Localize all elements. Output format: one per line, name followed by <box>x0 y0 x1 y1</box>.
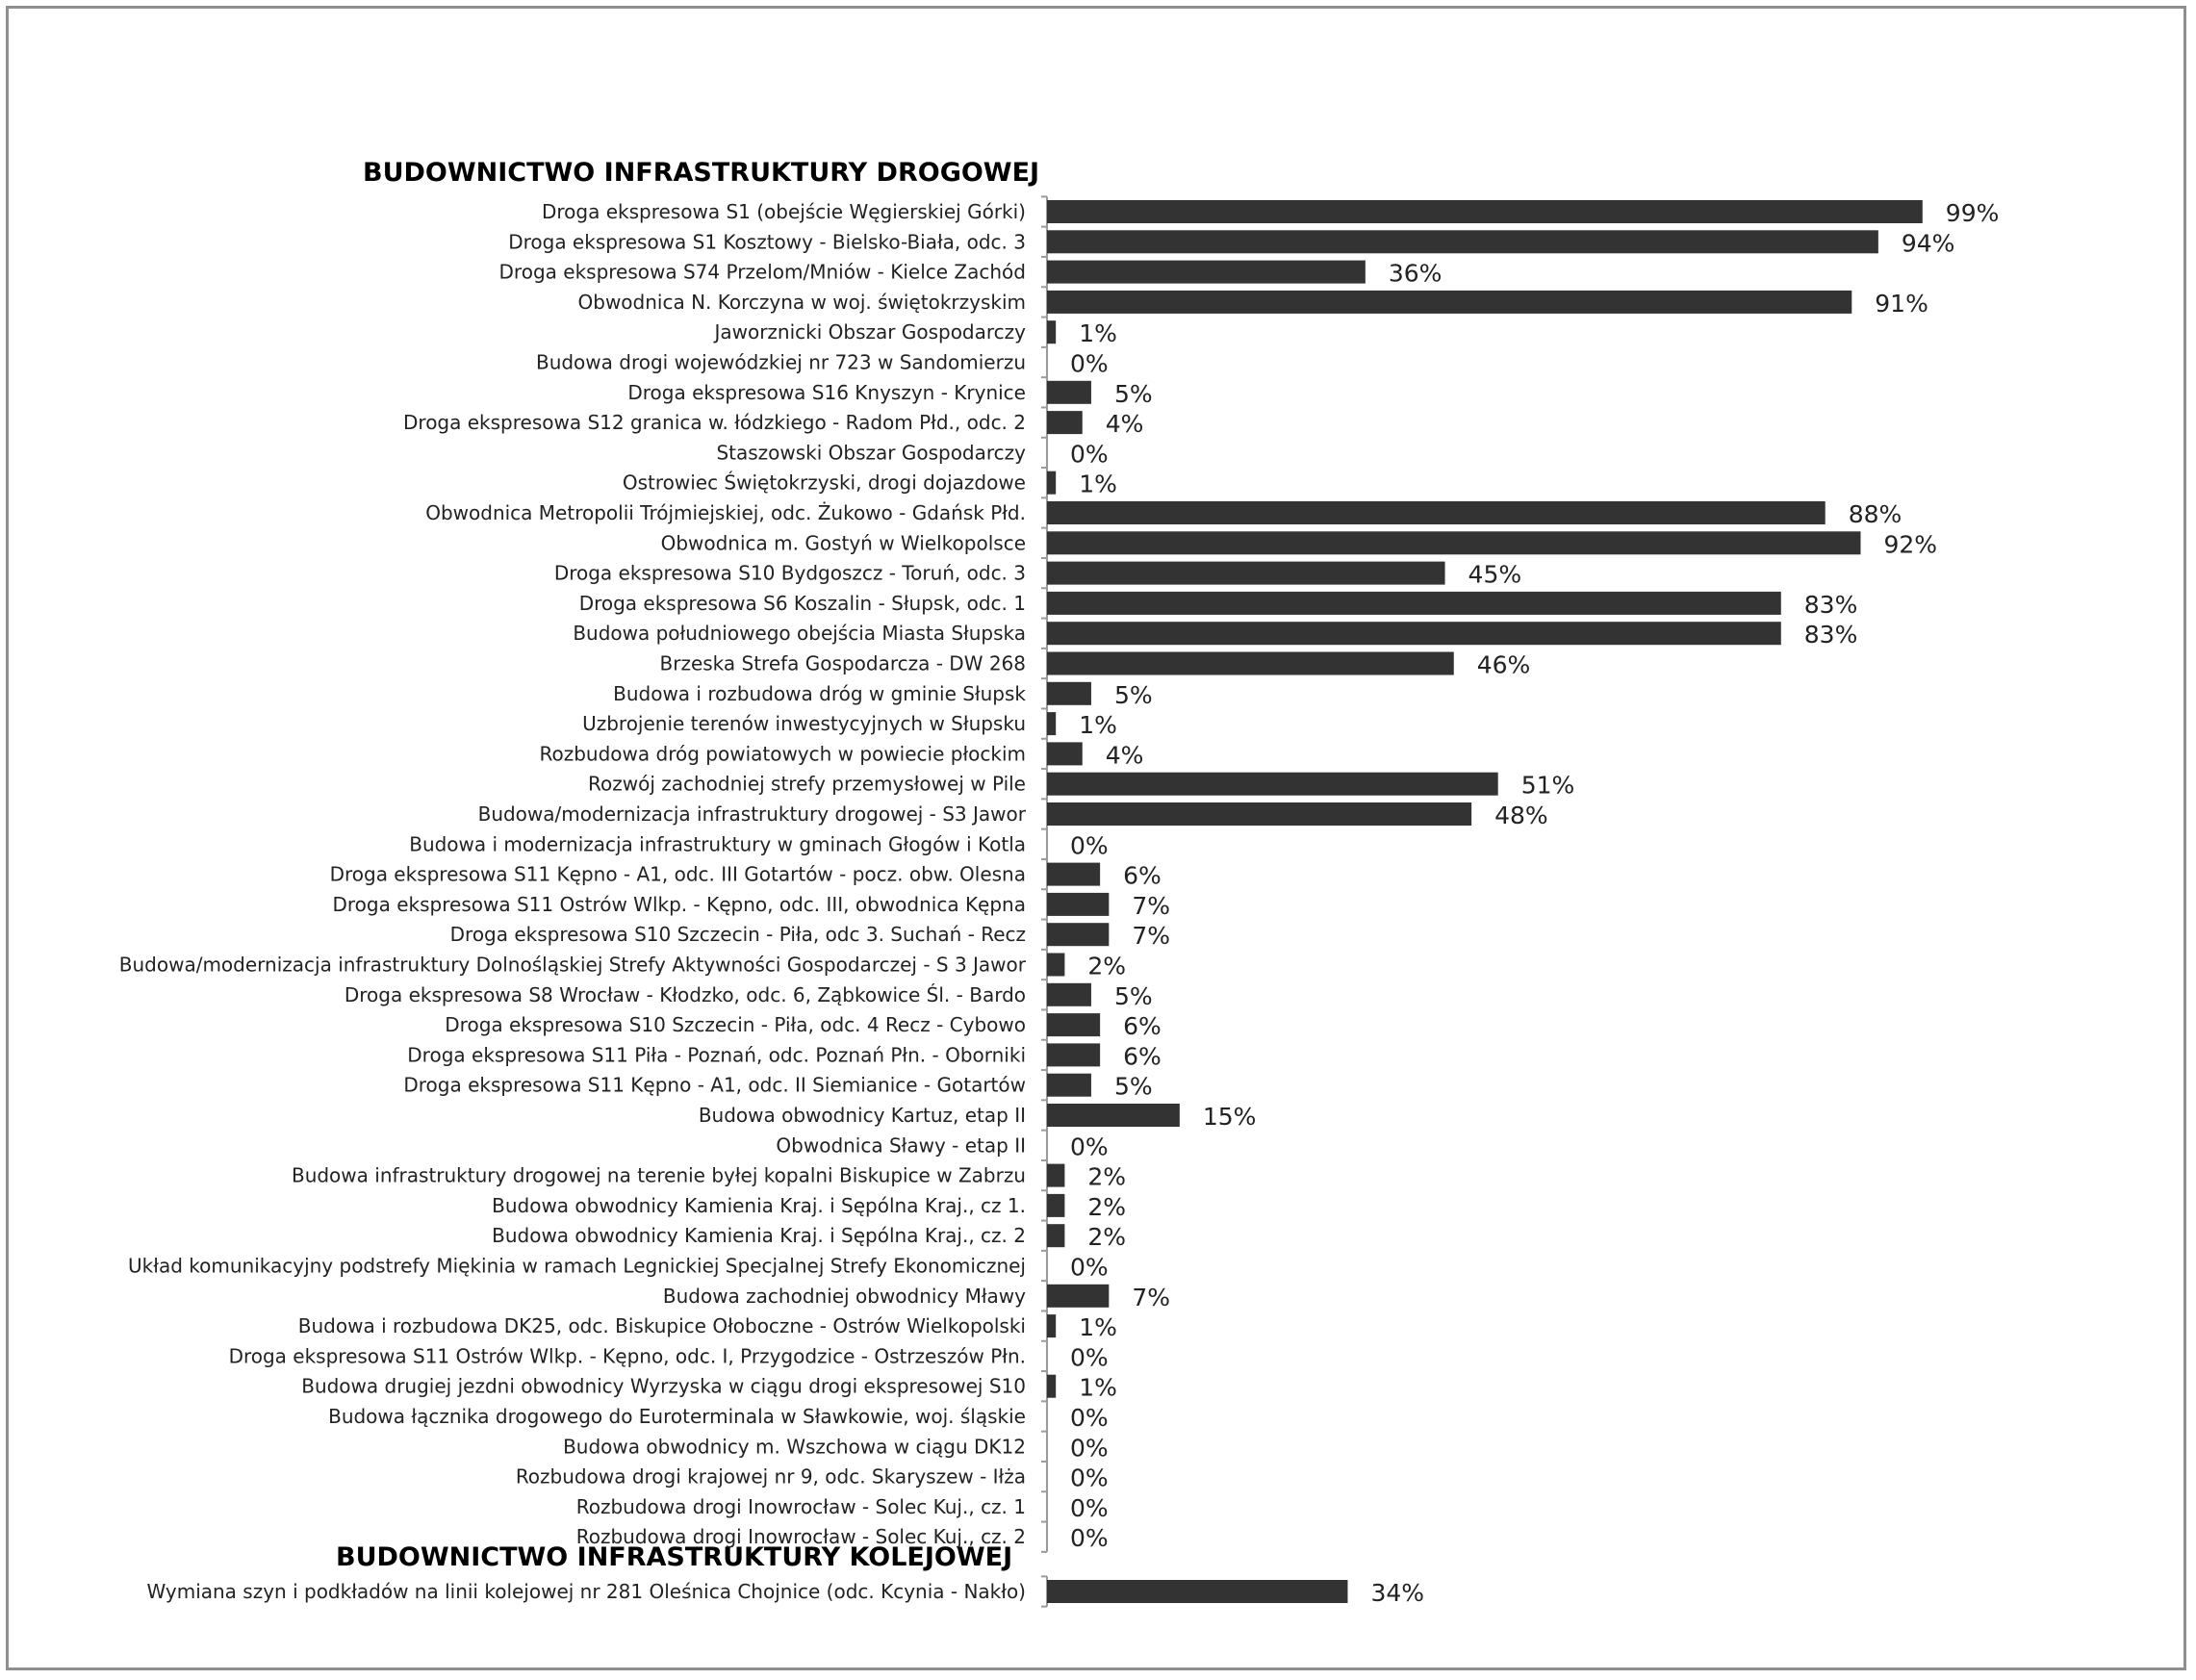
category-label: Droga ekspresowa S11 Ostrów Wlkp. - Kępno, odc. III, obwodnica Kępna <box>332 892 1026 916</box>
value-label: 1% <box>1079 319 1117 348</box>
category-label: Droga ekspresowa S8 Wrocław - Kłodzko, odc. 6, Ząbkowice Śl. - Bardo <box>344 982 1026 1006</box>
value-label: 45% <box>1468 560 1522 589</box>
value-label: 1% <box>1079 711 1117 740</box>
value-label: 15% <box>1202 1103 1257 1131</box>
category-label: Droga ekspresowa S11 Kępno - A1, odc. III Gotartów - pocz. obw. Olesna <box>329 862 1026 886</box>
category-label: Uzbrojenie terenów inwestycyjnych w Słupsku <box>582 712 1026 736</box>
category-label: Budowa łącznika drogowego do Euroterminala w Sławkowie, woj. śląskie <box>328 1405 1026 1428</box>
category-label: Budowa obwodnicy Kamienia Kraj. i Sępólna Kraj., cz 1. <box>492 1193 1026 1217</box>
category-label: Rozbudowa drogi Inowrocław - Solec Kuj., cz. 2 <box>575 1525 1026 1549</box>
category-label: Droga ekspresowa S16 Knyszyn - Krynice <box>627 380 1026 404</box>
category-label: Rozbudowa drogi Inowrocław - Solec Kuj., cz. 1 <box>575 1494 1026 1518</box>
bar <box>1047 983 1091 1006</box>
category-axis <box>1041 196 1047 1606</box>
value-label: 1% <box>1079 1373 1117 1402</box>
category-label: Droga ekspresowa S1 Kosztowy - Bielsko-Biała, odc. 3 <box>508 230 1026 254</box>
value-label: 46% <box>1476 650 1531 679</box>
value-label: 2% <box>1087 952 1127 980</box>
category-label: Droga ekspresowa S12 granica w. łódzkiego - Radom Płd., odc. 2 <box>403 411 1026 435</box>
bar <box>1047 471 1056 495</box>
bar <box>1047 1074 1091 1097</box>
category-label: Droga ekspresowa S10 Szczecin - Piła, odc. 4 Recz - Cybowo <box>445 1013 1026 1037</box>
category-label: Budowa i rozbudowa DK25, odc. Biskupice Ołoboczne - Ostrów Wielkopolski <box>297 1314 1026 1338</box>
bar <box>1047 1194 1064 1217</box>
category-label: Wymiana szyn i podkładów na linii kolejowej nr 281 Oleśnica Chojnice (odc. Kcynia - Nakło) <box>146 1580 1026 1603</box>
bar <box>1047 261 1366 284</box>
value-label: 0% <box>1070 1493 1109 1522</box>
category-label: Budowa obwodnicy Kamienia Kraj. i Sępólna Kraj., cz. 2 <box>492 1224 1026 1248</box>
value-label: 0% <box>1070 1133 1109 1161</box>
bar <box>1047 381 1091 404</box>
value-label: 2% <box>1087 1223 1127 1252</box>
category-label: Budowa obwodnicy Kartuz, etap II <box>698 1104 1026 1127</box>
value-label: 36% <box>1388 259 1443 288</box>
value-label: 6% <box>1123 861 1162 890</box>
bar <box>1047 1104 1180 1127</box>
bar <box>1047 562 1445 585</box>
value-label: 94% <box>1901 229 1955 258</box>
value-label: 5% <box>1113 981 1153 1010</box>
value-label: 88% <box>1848 500 1902 528</box>
value-label: 48% <box>1494 802 1548 829</box>
value-label: 83% <box>1803 621 1858 649</box>
category-label: Droga ekspresowa S10 Szczecin - Piła, odc 3. Suchań - Recz <box>449 923 1026 947</box>
value-label: 0% <box>1070 349 1109 378</box>
bar <box>1047 652 1454 675</box>
category-label: Obwodnica m. Gostyń w Wielkopolsce <box>660 531 1026 555</box>
category-label: Układ komunikacyjny podstrefy Miękinia w ramach Legnickiej Specjalnej Strefy Ekonomicznej <box>128 1254 1026 1278</box>
value-label: 0% <box>1070 1404 1109 1432</box>
category-label: Rozbudowa drogi krajowej nr 9, odc. Skaryszew - Iłża <box>515 1464 1026 1489</box>
bar <box>1047 1285 1109 1308</box>
bar <box>1047 682 1091 705</box>
category-label: Droga ekspresowa S11 Kępno - A1, odc. II Siemianice - Gotartów <box>403 1073 1026 1097</box>
category-label: Droga ekspresowa S6 Koszalin - Słupsk, odc. 1 <box>578 591 1026 615</box>
bar <box>1047 622 1781 645</box>
bar <box>1047 200 1923 223</box>
value-label: 92% <box>1883 530 1938 559</box>
bar <box>1047 1375 1056 1398</box>
value-label: 99% <box>1945 199 2000 227</box>
bar <box>1047 802 1471 826</box>
value-label: 6% <box>1123 1042 1162 1071</box>
bar <box>1047 1043 1100 1066</box>
value-label: 5% <box>1113 379 1153 408</box>
category-label: Budowa infrastruktury drogowej na terenie byłej kopalni Biskupice w Zabrzu <box>291 1163 1026 1187</box>
bar <box>1047 1013 1100 1036</box>
category-label: Droga ekspresowa S10 Bydgoszcz - Toruń, odc. 3 <box>553 561 1026 585</box>
value-label: 1% <box>1079 470 1117 498</box>
category-label: Budowa/modernizacja infrastruktury drogowej - S3 Jawor <box>477 802 1026 826</box>
value-label: 0% <box>1070 1253 1109 1282</box>
category-label: Obwodnica N. Korczyna w woj. świętokrzyskim <box>577 290 1026 314</box>
value-label: 7% <box>1132 922 1171 951</box>
value-label: 6% <box>1123 1012 1162 1041</box>
category-label: Budowa obwodnicy m. Wszchowa w ciągu DK12 <box>563 1435 1026 1459</box>
category-label: Obwodnica Sławy - etap II <box>776 1133 1026 1158</box>
value-label: 34% <box>1370 1579 1425 1607</box>
category-label: Brzeska Strefa Gospodarcza - DW 268 <box>659 651 1026 675</box>
value-label: 5% <box>1113 1072 1153 1101</box>
bar <box>1047 411 1083 434</box>
category-label: Budowa/modernizacja infrastruktury Dolnośląskiej Strefy Aktywności Gospodarczej - S 3 Jawor <box>118 953 1026 977</box>
value-label: 4% <box>1105 741 1144 770</box>
category-label: Budowa i modernizacja infrastruktury w gminach Głogów i Kotla <box>409 832 1026 856</box>
value-label: 0% <box>1070 1343 1109 1372</box>
value-label: 2% <box>1087 1192 1127 1221</box>
category-label: Droga ekspresowa S74 Przelom/Mniów - Kielce Zachód <box>498 260 1026 284</box>
bar <box>1047 712 1056 735</box>
bar <box>1047 1314 1056 1337</box>
category-label: Staszowski Obszar Gospodarczy <box>716 441 1026 465</box>
value-label: 7% <box>1132 1283 1171 1311</box>
bar <box>1047 923 1109 946</box>
bar <box>1047 773 1498 796</box>
value-label: 1% <box>1079 1313 1117 1342</box>
value-label: 0% <box>1070 831 1109 860</box>
value-label: 0% <box>1070 440 1109 469</box>
value-label: 7% <box>1132 891 1171 920</box>
bar <box>1047 320 1056 344</box>
value-labels <box>1070 199 1999 1607</box>
category-label: Budowa drugiej jezdni obwodnicy Wyrzyska w ciągu drogi ekspresowej S10 <box>301 1374 1026 1398</box>
value-label: 4% <box>1105 410 1144 439</box>
category-label: Rozwój zachodniej strefy przemysłowej w Pile <box>588 772 1026 796</box>
category-labels <box>119 200 1027 1603</box>
bar <box>1047 1224 1064 1247</box>
bar <box>1047 954 1064 977</box>
value-label: 83% <box>1803 590 1858 619</box>
category-label: Droga ekspresowa S1 (obejście Węgierskiej Górki) <box>542 200 1026 223</box>
section-heading-road: BUDOWNICTWO INFRASTRUKTURY DROGOWEJ <box>363 158 1040 188</box>
value-label: 0% <box>1070 1524 1109 1553</box>
value-label: 5% <box>1113 680 1153 709</box>
category-label: Budowa drogi wojewódzkiej nr 723 w Sandomierzu <box>535 350 1026 374</box>
category-label: Droga ekspresowa S11 Piła - Poznań, odc. Poznań Płn. - Oborniki <box>407 1043 1026 1067</box>
value-label: 91% <box>1875 289 1928 318</box>
bar <box>1047 863 1100 886</box>
bar <box>1047 230 1878 253</box>
value-label: 51% <box>1520 771 1575 800</box>
category-label: Ostrowiec Świętokrzyski, drogi dojazdowe <box>622 471 1026 495</box>
bar <box>1047 893 1109 916</box>
bar <box>1047 531 1860 554</box>
value-label: 0% <box>1070 1434 1109 1463</box>
bar <box>1047 501 1826 524</box>
bars <box>1047 200 1923 1603</box>
category-label: Budowa południowego obejścia Miasta Słupska <box>573 622 1026 646</box>
bar <box>1047 592 1781 615</box>
category-label: Budowa zachodniej obwodnicy Mławy <box>662 1284 1026 1308</box>
category-label: Budowa i rozbudowa dróg w gminie Słupsk <box>613 681 1026 705</box>
bar <box>1047 1580 1347 1603</box>
category-label: Jaworznicki Obszar Gospodarczy <box>714 320 1026 344</box>
value-label: 2% <box>1087 1162 1127 1191</box>
bar <box>1047 291 1851 314</box>
bar <box>1047 742 1083 765</box>
value-label: 0% <box>1070 1464 1109 1492</box>
section-heading-rail: BUDOWNICTWO INFRASTRUKTURY KOLEJOWEJ <box>336 1542 1013 1572</box>
bar <box>1047 1164 1064 1187</box>
category-label: Droga ekspresowa S11 Ostrów Wlkp. - Kępno, odc. I, Przygodzice - Ostrzeszów Płn. <box>228 1344 1026 1368</box>
category-label: Obwodnica Metropolii Trójmiejskiej, odc. Żukowo - Gdańsk Płd. <box>425 501 1026 524</box>
category-label: Rozbudowa dróg powiatowych w powiecie płockim <box>539 742 1026 766</box>
